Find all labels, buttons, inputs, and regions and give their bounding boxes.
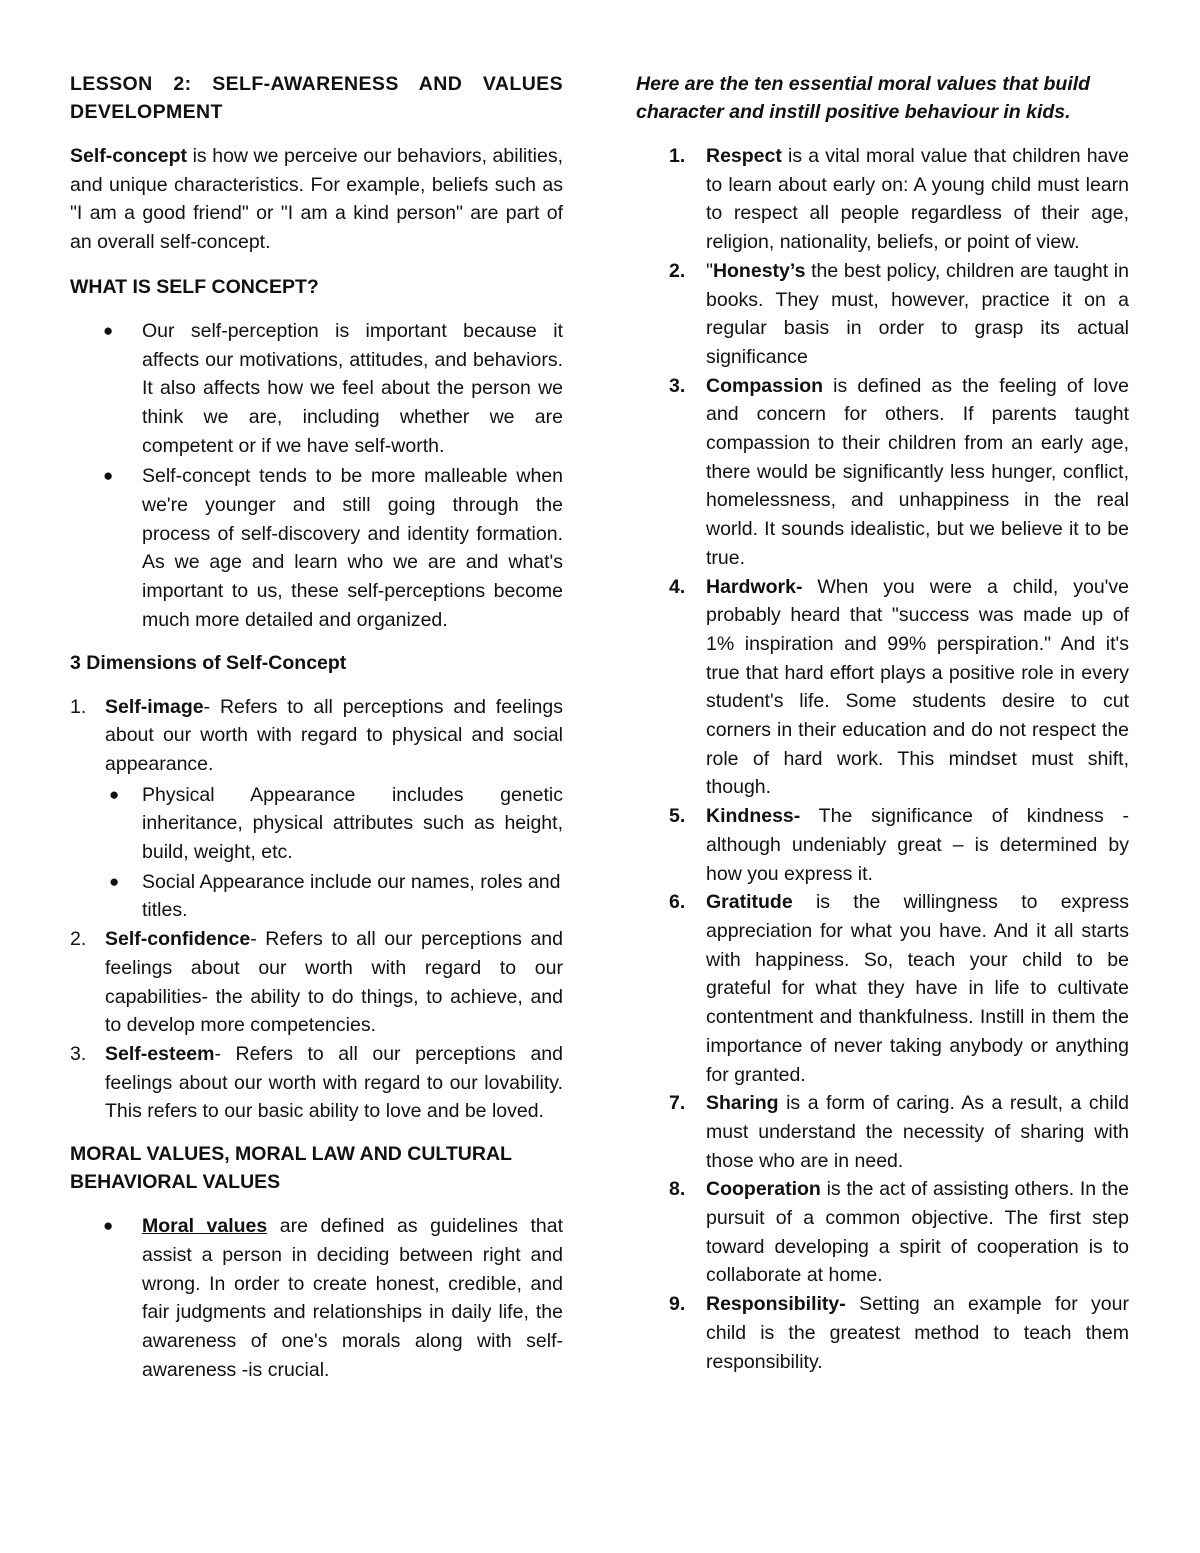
- bullet-icon: ●: [109, 871, 120, 891]
- lesson-title: LESSON 2: SELF-AWARENESS AND VALUES DEVELOPMENT: [70, 73, 563, 123]
- self-concept-term: Self-concept: [70, 145, 188, 167]
- list-item-text: Self-concept tends to be more malleable when we're younger and still going through the process of self-discovery and identity formation. As we age and learn who we are and what's important to us, these self-perceptions become much more detailed and organized.: [142, 465, 563, 631]
- list-number: 9.: [669, 1293, 686, 1316]
- list-item-text: Our self-perception is important because it affects our motivations, attitudes, and behaviors. It also affects how we feel about the person we think we are, including whether we are competent or if we have self-worth.: [142, 319, 563, 457]
- what-is-self-concept-heading: WHAT IS SELF CONCEPT?: [70, 275, 319, 298]
- value-item-honesty: [636, 257, 1129, 372]
- value-term: Gratitude: [706, 891, 793, 914]
- list-item: [70, 1212, 563, 1384]
- value-lead: ": [706, 259, 713, 282]
- moral-values-heading: MORAL VALUES, MORAL LAW AND CULTURAL BEHAVIORAL VALUES: [70, 1143, 512, 1194]
- dimension-term: Self-confidence: [105, 928, 251, 951]
- value-text: When you were a child, you've probably heard that "success was made up of 1% inspiration and 99% perspiration." And it's true that hard effort plays a positive role in every student's life. Some students desire to cut corners in their education and do not respect the role of hard work. This mindset must shift, though.: [706, 575, 1129, 799]
- value-term: Cooperation: [706, 1178, 821, 1201]
- dimension-text: - Refers to all our perceptions and feelings about our worth with regard to our lovability. This refers to our basic ability to love and be loved.: [105, 1042, 563, 1123]
- list-item: [70, 781, 563, 867]
- value-term: Compassion: [706, 374, 824, 397]
- moral-values-term: Moral values: [142, 1215, 268, 1238]
- list-number: 1.: [70, 695, 87, 718]
- value-term: Sharing: [706, 1092, 779, 1115]
- value-term: Respect: [706, 145, 782, 167]
- dimension-term: Self-esteem: [105, 1042, 215, 1065]
- list-number: 6.: [669, 891, 686, 914]
- list-number: 5.: [669, 805, 686, 828]
- moral-values-intro: Here are the ten essential moral values that build character and instill positive behaviour in kids.: [636, 73, 1091, 123]
- list-number: 3.: [70, 1042, 87, 1065]
- list-item-text: Social Appearance include our names, roles and titles.: [142, 870, 561, 922]
- value-text: is the willingness to express appreciation for what you have. And it all starts with happiness. So, teach your child to be grateful for what they have in life to cultivate contentment and thankfulness. Instill in them the importance of never taking anybody or anything for granted.: [706, 891, 1129, 1086]
- list-number: 4.: [669, 575, 686, 598]
- value-item-sharing: [636, 1089, 1129, 1175]
- value-item-hardwork: [636, 573, 1129, 803]
- value-item-kindness: [636, 802, 1129, 888]
- self-concept-definition: is how we perceive our behaviors, abilities, and unique characteristics. For example, beliefs such as "I am a good friend" or "I am a kind person" are part of an overall self-concept.: [70, 145, 563, 254]
- value-item-gratitude: [636, 888, 1129, 1089]
- bullet-icon: ●: [103, 466, 114, 486]
- value-term: Honesty’s: [712, 259, 806, 282]
- value-item-responsibility: [636, 1290, 1129, 1376]
- list-item-text: Physical Appearance includes genetic inheritance, physical attributes such as height, build, weight, etc.: [142, 783, 563, 864]
- list-number: 3.: [669, 374, 686, 397]
- value-term: Hardwork-: [706, 575, 803, 598]
- dimensions-heading: 3 Dimensions of Self-Concept: [70, 651, 347, 674]
- dimension-text: - Refers to all our perceptions and feelings about our worth with regard to our capabilities- the ability to do things, to achieve, and to develop more competencies.: [105, 928, 563, 1037]
- value-term: Kindness-: [706, 805, 801, 828]
- list-number: 2.: [669, 259, 686, 282]
- bullet-icon: ●: [103, 1216, 114, 1236]
- value-term: Responsibility-: [706, 1293, 846, 1316]
- value-text: Setting an example for your child is the greatest method to teach them responsibility.: [706, 1293, 1129, 1373]
- self-concept-paragraph: [70, 142, 563, 257]
- value-text: the best policy, children are taught in books. They must, however, practice it on a regular basis in order to grasp its actual significance: [706, 259, 1129, 368]
- list-item: [70, 317, 563, 461]
- list-number: 2.: [70, 928, 87, 951]
- value-item-compassion: [636, 372, 1129, 573]
- list-item: [70, 462, 563, 634]
- right-column: [636, 70, 1129, 1376]
- moral-values-text: are defined as guidelines that assist a person in deciding between right and wrong. In order to create honest, credible, and fair judgments and relationships in daily life, the awareness of one's morals along with self-awareness -is crucial.: [142, 1215, 563, 1381]
- bullet-icon: ●: [109, 784, 120, 804]
- value-item-respect: [636, 142, 1129, 257]
- value-text: is defined as the feeling of love and concern for others. If parents taught compassion to their children from an early age, there would be significantly less hunger, conflict, homelessness, and unhappiness in the real world. It sounds idealistic, but we believe it to be true.: [706, 374, 1129, 569]
- value-text: is a vital moral value that children have to learn about early on: A young child must learn to respect all people regardless of their age, religion, nationality, beliefs, or point of view.: [706, 145, 1129, 254]
- dimension-item-self-image: [70, 693, 563, 779]
- list-number: 1.: [669, 145, 686, 167]
- list-number: 8.: [669, 1178, 686, 1201]
- value-text: The significance of kindness - although undeniably great – is determined by how you express it.: [706, 805, 1129, 885]
- dimension-text: - Refers to all perceptions and feelings about our worth with regard to physical and social appearance.: [105, 695, 563, 775]
- bullet-icon: ●: [103, 320, 114, 340]
- dimension-term: Self-image: [105, 695, 204, 718]
- value-item-cooperation: [636, 1175, 1129, 1290]
- dimension-item-self-confidence: [70, 925, 563, 1040]
- left-column: [70, 70, 563, 1384]
- value-text: is a form of caring. As a result, a child must understand the necessity of sharing with those who are in need.: [706, 1092, 1129, 1172]
- dimension-item-self-esteem: [70, 1040, 563, 1126]
- list-item: [70, 868, 563, 925]
- value-text: is the act of assisting others. In the pursuit of a common objective. The first step toward developing a spirit of cooperation is to collaborate at home.: [706, 1178, 1129, 1287]
- list-number: 7.: [669, 1092, 686, 1115]
